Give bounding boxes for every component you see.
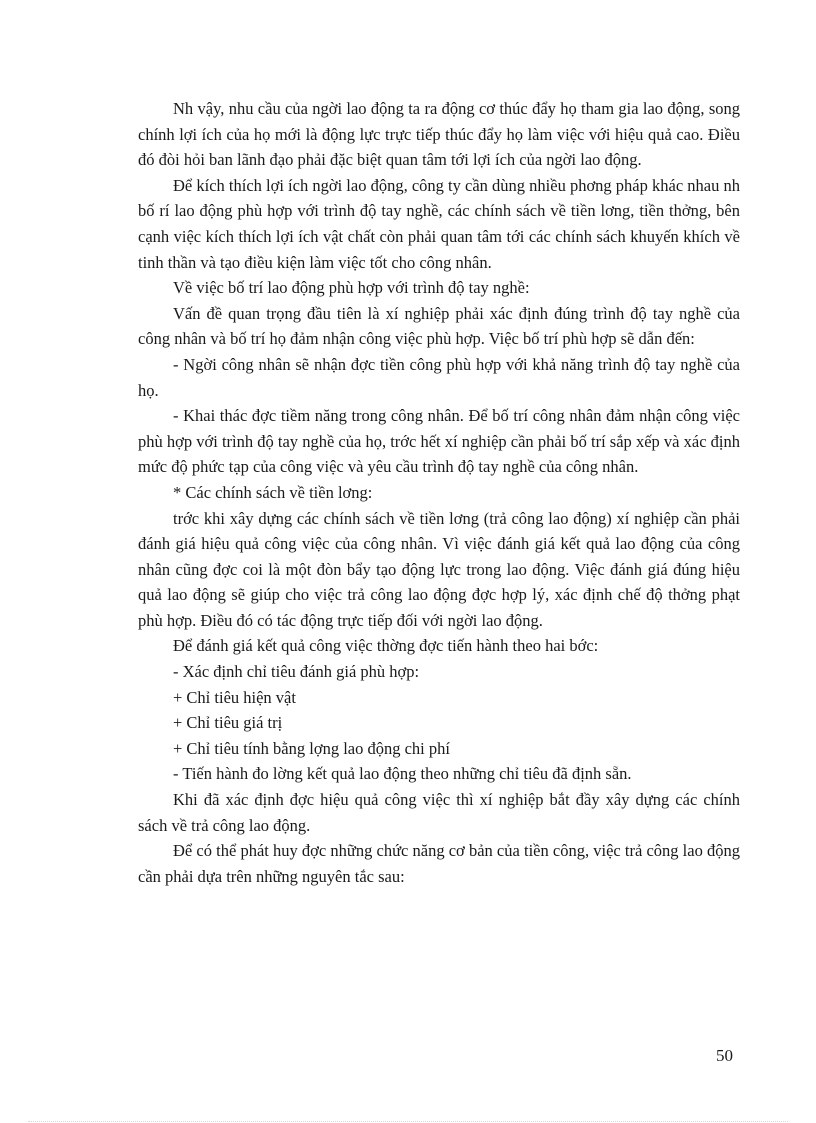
paragraph: Để đánh giá kết quả công việc thờng đợc tiến hành theo hai bớc: [173,636,599,656]
section-heading: * Các chính sách về tiền lơng: [173,482,373,502]
list-item: + Chỉ tiêu giá trị [173,713,283,733]
list-item: - Xác định chỉ tiêu đánh giá phù hợp: [173,662,420,682]
list-item: - Khai thác đợc tiềm năng trong công nhân. Để bố trí công nhân đảm nhận công việc phù hợp với trình độ tay nghề của họ, trớc hết xí nghiệp cần phải bố trí sắp xếp và xác định mức độ phức tạp của công việc và yêu cầu trình độ tay nghề của công nhân. [138,406,740,477]
list-item: - Ngời công nhân sẽ nhận đợc tiền công phù hợp với khả năng trình độ tay nghề của họ. [138,354,740,400]
page-bottom-divider [28,1121,788,1122]
page-number: 50 [716,1046,733,1065]
paragraph: Để có thể phát huy đợc những chức năng cơ bản của tiền công, việc trả công lao động cần phải dựa trên những nguyên tắc sau: [138,841,740,886]
list-item: + Chỉ tiêu hiện vật [173,687,296,707]
paragraph: trớc khi xây dựng các chính sách về tiền lơng (trả công lao động) xí nghiệp cần phải đánh giá hiệu quả công việc của công nhân. Vì việc đánh giá kết quả lao động của công nhân cũng đợc coi là một đòn bẩy tạo động lực trong lao động. Việc đánh giá đúng hiệu quả lao động sẽ giúp cho việc trả công lao động đợc hợp lý, xác định chế độ thởng phạt phù hợp. Điều đó có tác động trực tiếp đối với ngời lao động. [138,508,740,630]
list-item: - Tiến hành đo lờng kết quả lao động theo những chỉ tiêu đã định sẵn. [173,764,632,784]
paragraph: Vấn đề quan trọng đầu tiên là xí nghiệp phải xác định đúng trình độ tay nghề của công nhân và bố trí họ đảm nhận công việc phù hợp. Việc bố trí phù hợp sẽ dẫn đến: [138,303,740,349]
paragraph: Để kích thích lợi ích ngời lao động, công ty cần dùng nhiều phơng pháp khác nhau nh bố rí lao động phù hợp với trình độ tay nghề, các chính sách về tiền lơng, tiền thởng, bên cạnh việc kích thích lợi ích vật chất còn phải quan tâm tới các chính sách khuyến khích về tinh thần và tạo điều kiện làm việc tốt cho công nhân. [138,175,740,272]
paragraph: Nh vậy, nhu cầu của ngời lao động ta ra động cơ thúc đẩy họ tham gia lao động, song chính lợi ích của họ mới là động lực trực tiếp thúc đẩy họ làm việc với hiệu quả cao. Điều đó đòi hỏi ban lãnh đạo phải đặc biệt quan tâm tới lợi ích của ngời lao động. [138,99,740,170]
paragraph: Về việc bố trí lao động phù hợp với trình độ tay nghề: [173,278,530,298]
paragraph: Khi đã xác định đợc hiệu quả công việc thì xí nghiệp bắt đầy xây dựng các chính sách về trả công lao động. [138,790,740,835]
list-item: + Chỉ tiêu tính bằng lợng lao động chi phí [173,738,450,758]
document-body [138,96,740,889]
